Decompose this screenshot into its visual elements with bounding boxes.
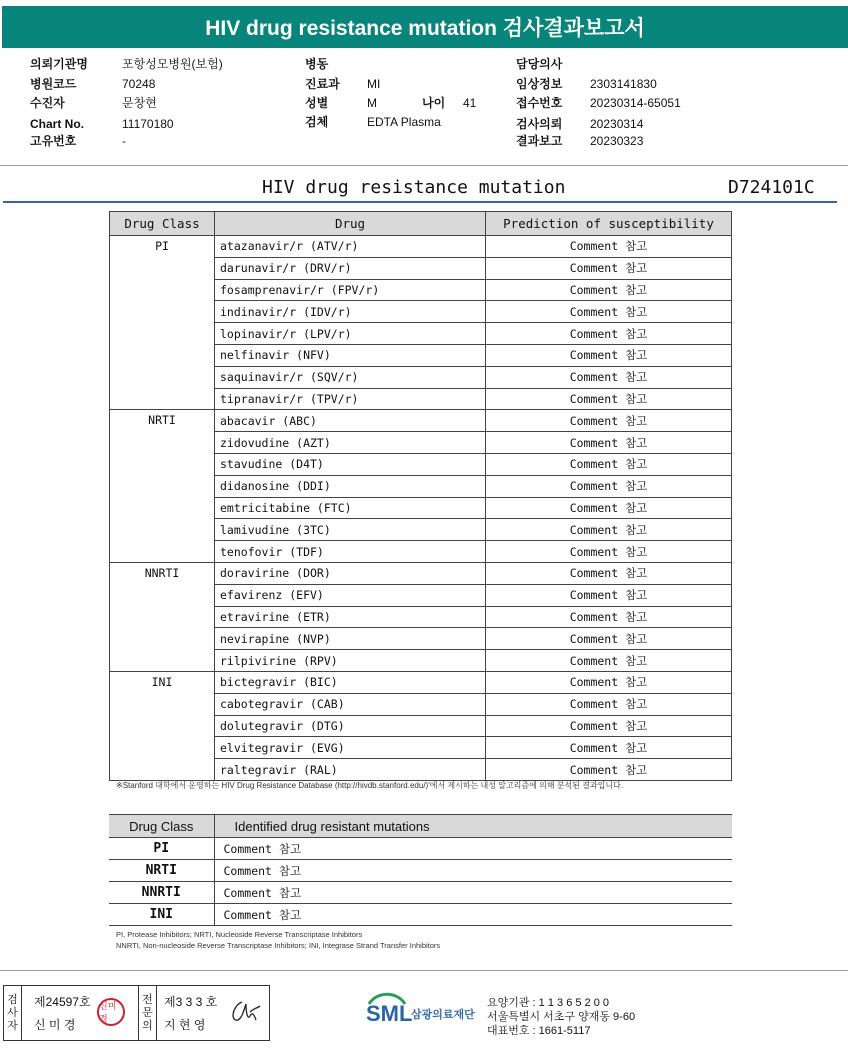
label-hospital-code: 병원코드	[30, 77, 77, 91]
value-requester: 포항성모병원(보험)	[122, 57, 223, 71]
value-specimen: EDTA Plasma	[367, 115, 441, 129]
divider	[3, 201, 837, 203]
divider	[0, 165, 848, 166]
drug-class-cell: NRTI	[110, 410, 215, 563]
drug-cell: etravirine (ETR)	[215, 606, 486, 628]
label-department: 진료과	[305, 77, 340, 91]
specialist-license: 제3 3 3 호	[164, 995, 218, 1009]
susceptibility-table	[109, 211, 732, 781]
prediction-cell: Comment 참고	[486, 497, 732, 519]
drug-class-cell: PI	[110, 236, 215, 410]
value-department: MI	[367, 77, 381, 91]
org-name: 삼광의료재단	[411, 1009, 475, 1021]
drug-cell: rilpivirine (RPV)	[215, 650, 486, 672]
report-header-title: HIV drug resistance mutation 검사결과보고서	[2, 6, 848, 48]
drug-cell: darunavir/r (DRV/r)	[215, 257, 486, 279]
value-unique-no: -	[122, 134, 126, 148]
table-row	[109, 882, 732, 904]
label-requester: 의뢰기관명	[30, 57, 88, 71]
drug-cell: emtricitabine (FTC)	[215, 497, 486, 519]
value-hospital-code: 70248	[122, 77, 156, 91]
table-row	[110, 562, 732, 584]
report-code: D724101C	[728, 177, 815, 198]
drug-cell: zidovudine (AZT)	[215, 432, 486, 454]
col-header-mutations: Identified drug resistant mutations	[214, 815, 732, 838]
table-row	[109, 838, 732, 860]
drug-cell: indinavir/r (IDV/r)	[215, 301, 486, 323]
prediction-cell: Comment 참고	[486, 366, 732, 388]
examiner-license: 제24597호	[34, 995, 91, 1009]
label-chart-no: Chart No.	[30, 117, 84, 131]
prediction-cell: Comment 참고	[486, 606, 732, 628]
table-row	[110, 410, 732, 432]
table-row	[110, 671, 732, 693]
sml-logo: SML	[366, 1001, 413, 1026]
prediction-cell: Comment 참고	[486, 279, 732, 301]
specialist-name: 지 현 영	[164, 1018, 206, 1032]
seal-icon: 신미경	[97, 998, 125, 1026]
drug-cell: nelfinavir (NFV)	[215, 344, 486, 366]
prediction-cell: Comment 참고	[486, 388, 732, 410]
drug-cell: atazanavir/r (ATV/r)	[215, 236, 486, 258]
drug-cell: efavirenz (EFV)	[215, 584, 486, 606]
drug-cell: raltegravir (RAL)	[215, 759, 486, 781]
specialist-label: 전 문 의	[138, 986, 157, 1040]
prediction-cell: Comment 참고	[486, 323, 732, 345]
drug-cell: cabotegravir (CAB)	[215, 693, 486, 715]
drug-cell: abacavir (ABC)	[215, 410, 486, 432]
prediction-cell: Comment 참고	[486, 236, 732, 258]
table-row	[109, 904, 732, 926]
drug-class-cell: NNRTI	[110, 562, 215, 671]
label-request-date: 검사의뢰	[516, 117, 563, 131]
drug-cell: fosamprenavir/r (FPV/r)	[215, 279, 486, 301]
label-specimen: 검체	[305, 115, 329, 129]
value-clinical-info: 2303141830	[590, 77, 657, 91]
prediction-cell: Comment 참고	[486, 671, 732, 693]
col-header-prediction: Prediction of susceptibility	[486, 212, 732, 236]
drug-cell: lopinavir/r (LPV/r)	[215, 323, 486, 345]
prediction-cell: Comment 참고	[486, 562, 732, 584]
stanford-note: ※Stanford 대학에서 운영하는 HIV Drug Resistance Database (http://hivdb.stanford.edu/)'에서 제시하는 내성 알고리즘에 의해 분석된 결과입니다.	[116, 781, 624, 790]
drug-class-cell: PI	[109, 838, 214, 860]
col-header-drug-class: Drug Class	[109, 815, 214, 838]
drug-cell: saquinavir/r (SQV/r)	[215, 366, 486, 388]
drug-class-cell: NRTI	[109, 860, 214, 882]
label-age: 나이	[422, 96, 446, 110]
value-patient: 문창현	[122, 96, 157, 110]
value-request-date: 20230314	[590, 117, 644, 131]
prediction-cell: Comment 참고	[486, 628, 732, 650]
value-report-date: 20230323	[590, 134, 644, 148]
drug-cell: doravirine (DOR)	[215, 562, 486, 584]
prediction-cell: Comment 참고	[486, 519, 732, 541]
divider	[0, 970, 848, 971]
label-unique-no: 고유번호	[30, 134, 77, 148]
mutation-cell: Comment 참고	[214, 860, 732, 882]
value-age: 41	[463, 96, 477, 110]
drug-class-cell: NNRTI	[109, 882, 214, 904]
mutation-cell: Comment 참고	[214, 838, 732, 860]
abbreviation-line: PI, Protease Inhibitors; NRTI, Nucleoside Reverse Transcriptase Inhibitors	[116, 930, 363, 939]
signature-icon	[226, 998, 262, 1028]
prediction-cell: Comment 참고	[486, 475, 732, 497]
mutation-cell: Comment 참고	[214, 882, 732, 904]
value-chart-no: 11170180	[122, 117, 174, 131]
drug-cell: dolutegravir (DTG)	[215, 715, 486, 737]
drug-cell: nevirapine (NVP)	[215, 628, 486, 650]
org-address: 서울특별시 서초구 양재동 9-60	[487, 1011, 636, 1023]
prediction-cell: Comment 참고	[486, 432, 732, 454]
report-title: HIV drug resistance mutation	[262, 177, 566, 198]
prediction-cell: Comment 참고	[486, 344, 732, 366]
table-row	[110, 236, 732, 258]
prediction-cell: Comment 참고	[486, 453, 732, 475]
prediction-cell: Comment 참고	[486, 257, 732, 279]
prediction-cell: Comment 참고	[486, 584, 732, 606]
abbreviation-line: NNRTI, Non-nucleoside Reverse Transcriptase Inhibitors; INI, Integrase Strand Transfer Inhibitors	[116, 941, 441, 950]
col-header-drug: Drug	[215, 212, 486, 236]
label-receipt-no: 접수번호	[516, 96, 563, 110]
prediction-cell: Comment 참고	[486, 693, 732, 715]
drug-cell: tenofovir (TDF)	[215, 541, 486, 563]
drug-class-cell: INI	[110, 671, 215, 780]
drug-cell: bictegravir (BIC)	[215, 671, 486, 693]
col-header-drug-class: Drug Class	[110, 212, 215, 236]
drug-class-cell: INI	[109, 904, 214, 926]
drug-cell: elvitegravir (EVG)	[215, 737, 486, 759]
prediction-cell: Comment 참고	[486, 737, 732, 759]
drug-cell: stavudine (D4T)	[215, 453, 486, 475]
label-report-date: 결과보고	[516, 134, 563, 148]
prediction-cell: Comment 참고	[486, 301, 732, 323]
prediction-cell: Comment 참고	[486, 541, 732, 563]
mutation-cell: Comment 참고	[214, 904, 732, 926]
label-clinical-info: 임상정보	[516, 77, 563, 91]
mutation-table	[109, 814, 732, 926]
prediction-cell: Comment 참고	[486, 650, 732, 672]
examiner-label: 검 사 자	[4, 986, 22, 1040]
value-receipt-no: 20230314-65051	[590, 96, 681, 110]
value-sex: M	[367, 96, 377, 110]
label-sex: 성별	[305, 96, 329, 110]
drug-cell: didanosine (DDI)	[215, 475, 486, 497]
table-row	[109, 860, 732, 882]
prediction-cell: Comment 참고	[486, 410, 732, 432]
prediction-cell: Comment 참고	[486, 759, 732, 781]
org-code: 요양기관 : 1 1 3 6 5 2 0 0	[487, 997, 610, 1009]
examiner-name: 신 미 경	[34, 1018, 76, 1032]
abbreviations	[116, 929, 440, 951]
label-patient: 수진자	[30, 96, 65, 110]
prediction-cell: Comment 참고	[486, 715, 732, 737]
label-doctor: 담당의사	[516, 57, 563, 71]
drug-cell: tipranavir/r (TPV/r)	[215, 388, 486, 410]
label-ward: 병동	[305, 57, 329, 71]
drug-cell: lamivudine (3TC)	[215, 519, 486, 541]
signature-box	[3, 985, 270, 1041]
org-phone: 대표번호 : 1661-5117	[487, 1025, 591, 1037]
